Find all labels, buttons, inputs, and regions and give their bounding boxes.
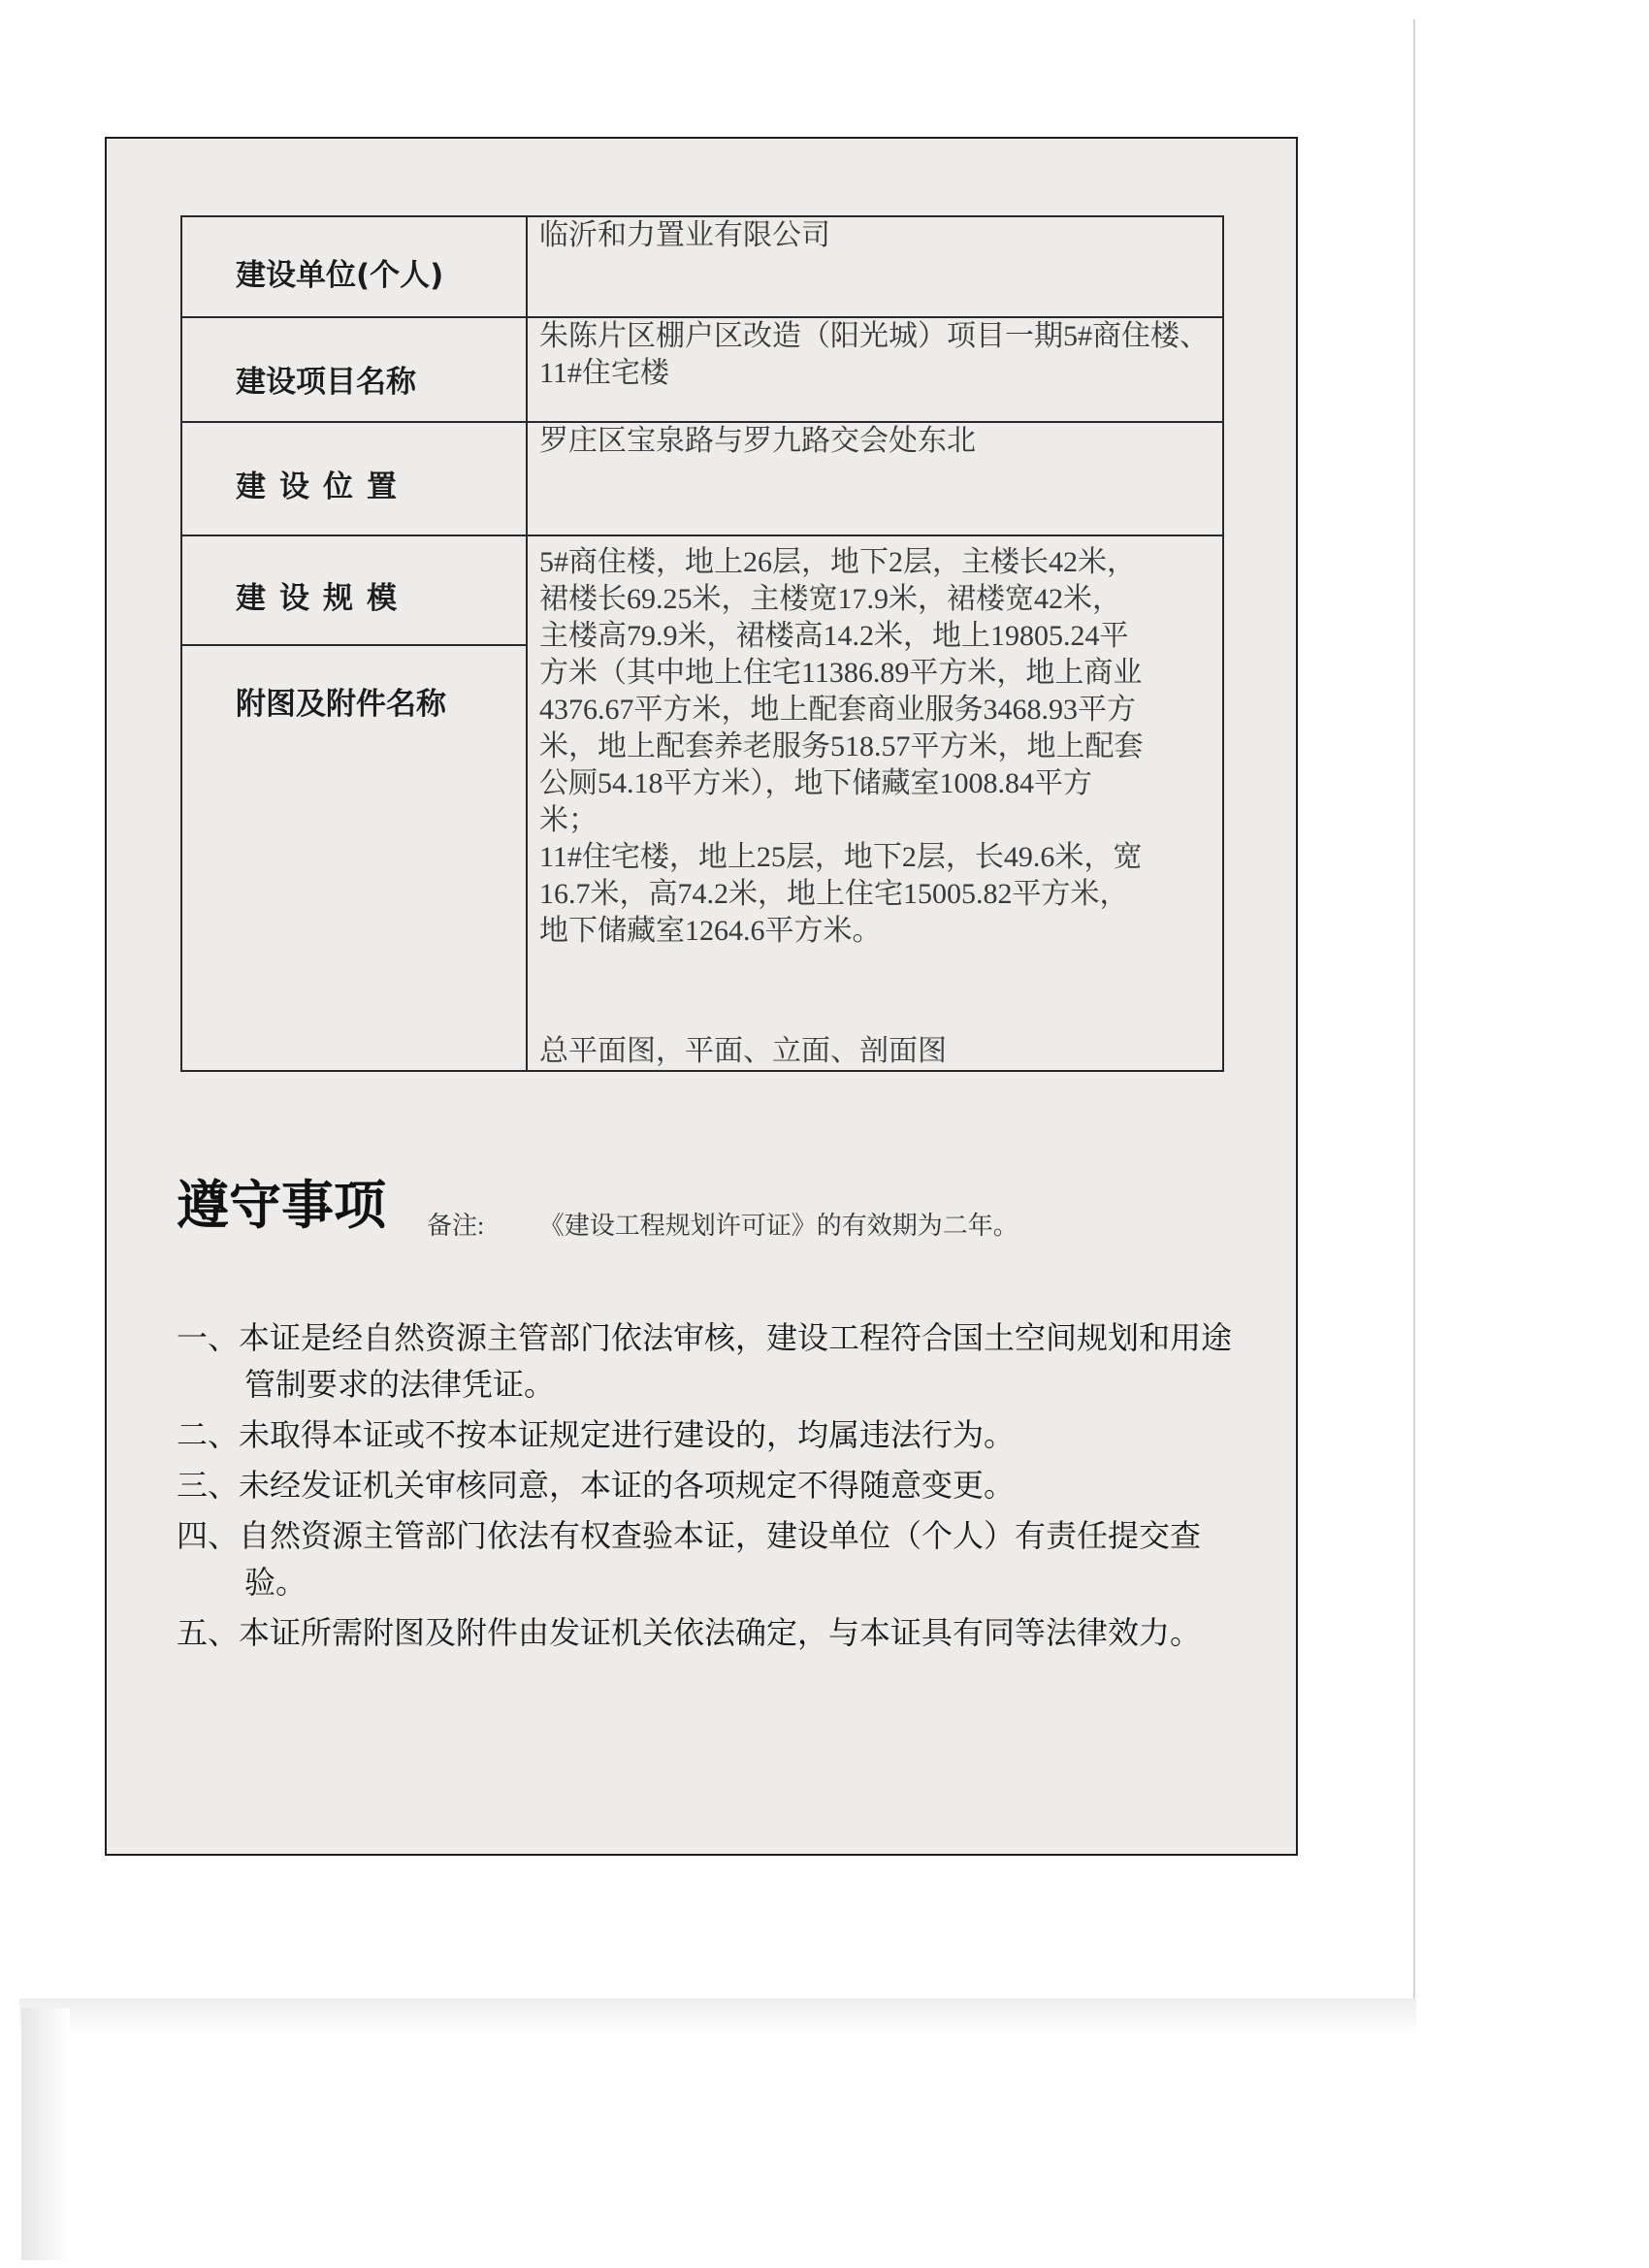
row-label: 建设单位(个人): [181, 216, 527, 317]
attachments-value: 总平面图，平面、立面、剖面图: [539, 1035, 947, 1067]
scale-line: 主楼高79.9米，裙楼高14.2米，地上19805.24平: [539, 620, 1129, 652]
rule-item: 五、本证所需附图及附件由发证机关依法确定，与本证具有同等法律效力。: [177, 1614, 1202, 1651]
row-label: 附图及附件名称: [181, 645, 527, 1071]
project-info-table: [180, 215, 1224, 1072]
table-row: [181, 422, 1223, 535]
project-name-value: 朱陈片区棚户区改造（阳光城）项目一期5#商住楼、11#住宅楼: [527, 317, 1223, 422]
scale-text-block: [539, 536, 1214, 1070]
scale-line: 地下储藏室1264.6平方米。: [539, 915, 882, 947]
rule-item: 四、自然资源主管部门依法有权查验本证，建设单位（个人）有责任提交查验。: [177, 1517, 1202, 1601]
scan-shadow: [19, 1998, 1416, 2037]
scale-line: 5#商住楼，地上26层，地下2层，主楼长42米，: [539, 546, 1136, 578]
scan-edge: [1413, 19, 1415, 1998]
scale-line: 公厕54.18平方米），地下储藏室1008.84平方: [539, 767, 1092, 799]
scale-line: 16.7米，高74.2米，地上住宅15005.82平方米，: [539, 878, 1129, 910]
table-row: [181, 535, 1223, 645]
location-value: 罗庄区宝泉路与罗九路交会处东北: [527, 422, 1223, 535]
validity-note: [427, 1206, 1018, 1242]
rule-item: 一、本证是经自然资源主管部门依法审核，建设工程符合国土空间规划和用途管制要求的法律凭证。: [177, 1319, 1233, 1403]
rule-item: 三、未经发证机关审核同意，本证的各项规定不得随意变更。: [177, 1467, 1016, 1504]
table-row: [181, 317, 1223, 422]
row-label: 建设位置: [181, 422, 527, 535]
scale-line: 米，地上配套养老服务518.57平方米，地上配套: [539, 730, 1144, 762]
row-label: 建设规模: [181, 535, 527, 645]
note-text: 《建设工程规划许可证》的有效期为二年。: [538, 1212, 1018, 1240]
scale-line: 4376.67平方米，地上配套商业服务3468.93平方: [539, 694, 1136, 726]
row-label: 建设项目名称: [181, 317, 527, 422]
table-row: [181, 216, 1223, 317]
note-label: 备注:: [427, 1212, 485, 1240]
scale-line: 11#住宅楼，地上25层，地下2层，长49.6米，宽: [539, 841, 1143, 873]
rule-item: 二、未取得本证或不按本证规定进行建设的，均属违法行为。: [177, 1416, 1016, 1453]
scale-value: [527, 535, 1223, 1071]
scale-line: 米；: [539, 804, 598, 836]
notice-title: 遵守事项: [177, 1175, 386, 1236]
scale-line: 裙楼长69.25米，主楼宽17.9米，裙楼宽42米，: [539, 583, 1121, 615]
scale-line: 方米（其中地上住宅11386.89平方米，地上商业: [539, 657, 1143, 689]
builder-value: 临沂和力置业有限公司: [527, 216, 1223, 317]
rules-list: [177, 1314, 1234, 1660]
scan-shadow-corner: [21, 2008, 70, 2260]
